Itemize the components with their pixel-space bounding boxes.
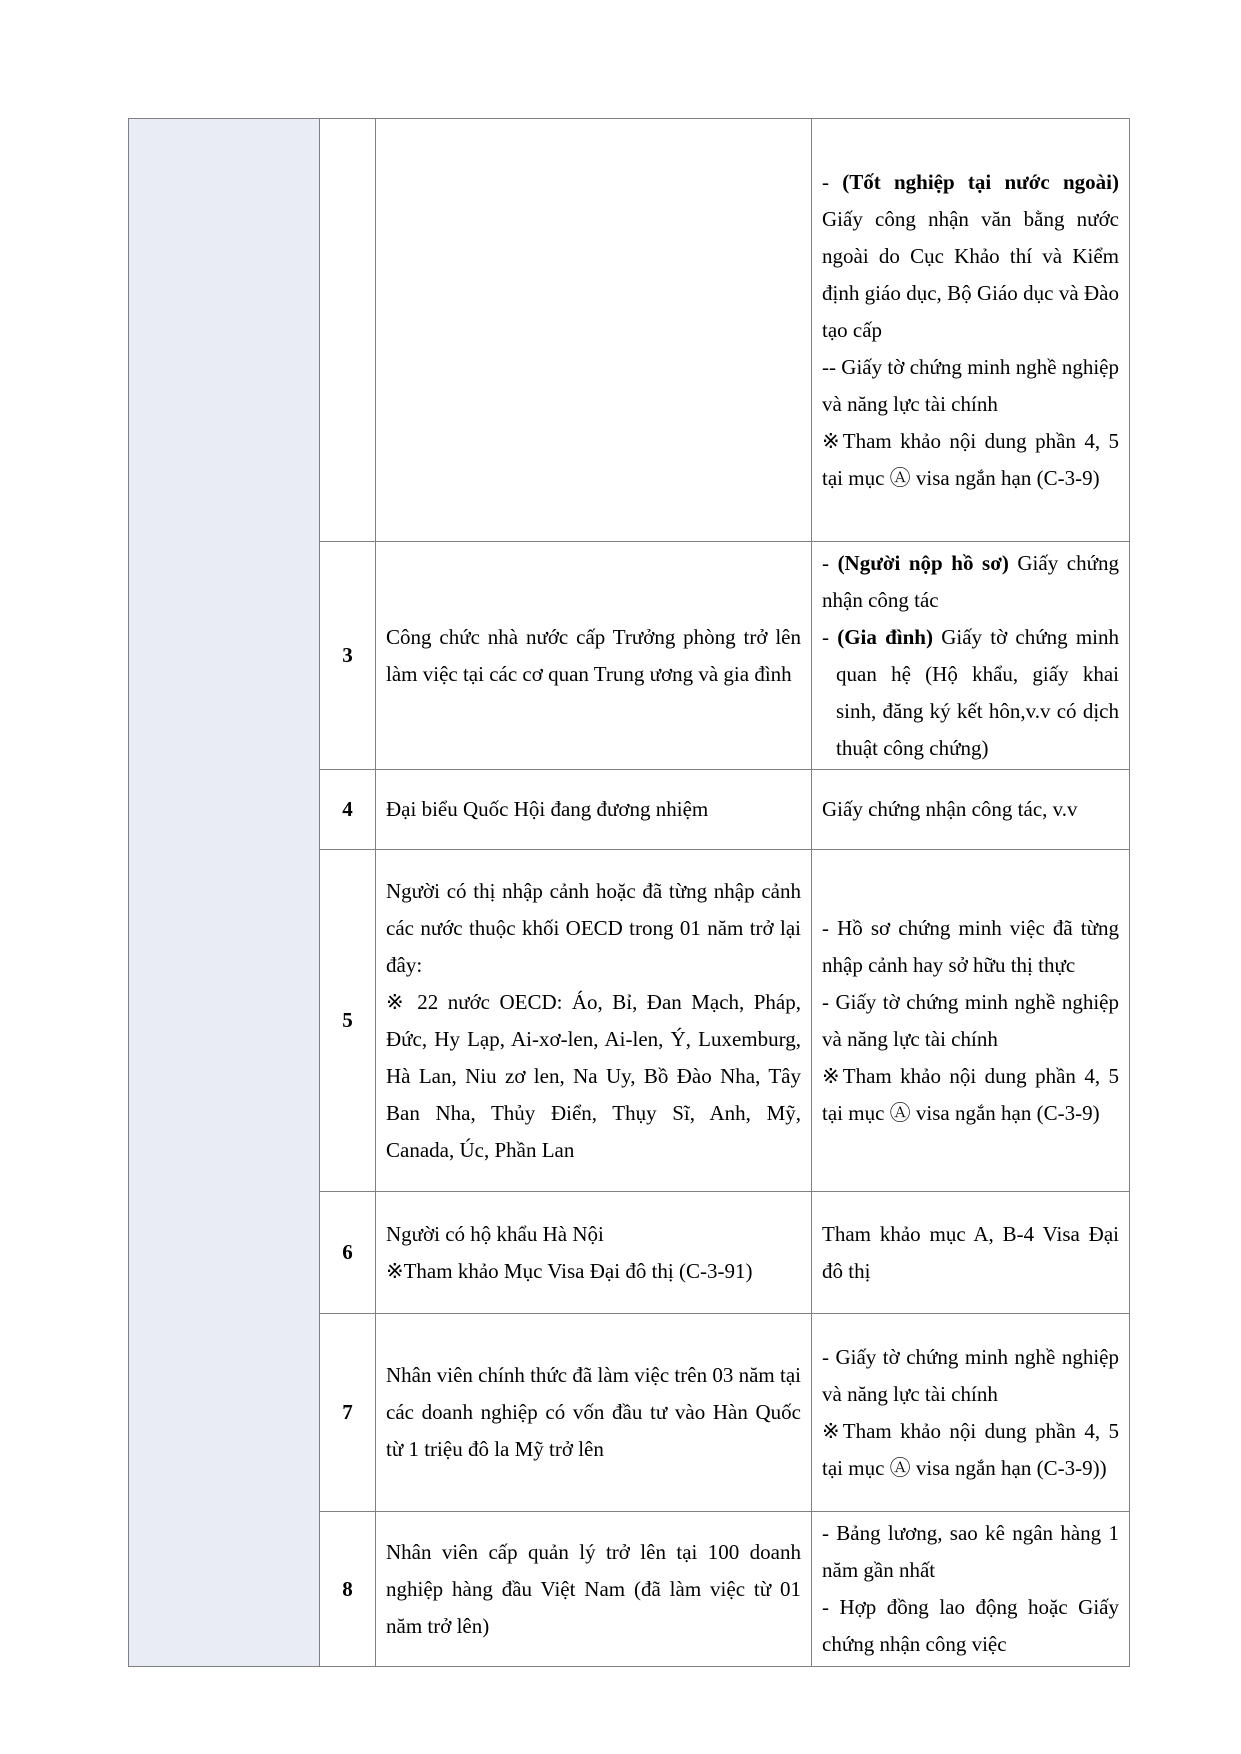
doc-paragraph: - Bảng lương, sao kê ngân hàng 1 năm gần nhất <box>822 1521 1119 1582</box>
description-cell <box>376 119 812 542</box>
description-cell <box>376 770 812 850</box>
documents-cell <box>812 1314 1130 1512</box>
documents-cell <box>812 1192 1130 1314</box>
doc-paragraph: - Hồ sơ chứng minh việc đã từng nhập cảnh hay sở hữu thị thực <box>822 915 1119 977</box>
row-number-cell: 8 <box>320 1512 376 1667</box>
row-number-cell: 4 <box>320 770 376 850</box>
description-cell <box>376 542 812 770</box>
description-paragraph: Người có hộ khẩu Hà Nội <box>386 1221 604 1246</box>
doc-paragraph: - Giấy tờ chứng minh nghề nghiệp và năng lực tài chính <box>822 989 1119 1051</box>
sidebar-category-cell <box>129 119 320 1667</box>
description-cell <box>376 850 812 1192</box>
row-number-cell: 5 <box>320 850 376 1192</box>
documents-cell <box>812 1512 1130 1667</box>
row-number-cell: 6 <box>320 1192 376 1314</box>
row-number-cell: 7 <box>320 1314 376 1512</box>
description-paragraph: ※ 22 nước OECD: Áo, Bỉ, Đan Mạch, Pháp, Đức, Hy Lạp, Ai-xơ-len, Ai-len, Ý, Luxemburg, Hà Lan, Niu zơ len, Na Uy, Bồ Đào Nha, Tây Ban Nha, Thủy Điển, Thụy Sĩ, Anh, Mỹ, Canada, Úc, Phần Lan <box>386 989 801 1162</box>
doc-paragraph: ※Tham khảo nội dung phần 4, 5 tại mục Ⓐ visa ngắn hạn (C-3-9)) <box>822 1418 1119 1480</box>
description-paragraph: Người có thị nhập cảnh hoặc đã từng nhập cảnh các nước thuộc khối OECD trong 01 năm trở lại đây: <box>386 878 801 977</box>
documents-cell <box>812 119 1130 542</box>
description-paragraph: Nhân viên chính thức đã làm việc trên 03 năm tại các doanh nghiệp có vốn đầu tư vào Hàn Quốc từ 1 triệu đô la Mỹ trở lên <box>386 1363 801 1461</box>
row-number-cell <box>320 119 376 542</box>
doc-paragraph: Tham khảo mục A, B-4 Visa Đại đô thị <box>822 1221 1119 1283</box>
doc-paragraph: ※Tham khảo nội dung phần 4, 5 tại mục Ⓐ visa ngắn hạn (C-3-9) <box>822 1063 1119 1125</box>
description-paragraph: Công chức nhà nước cấp Trưởng phòng trở lên làm việc tại các cơ quan Trung ương và gia đình <box>386 624 801 686</box>
description-cell <box>376 1512 812 1667</box>
doc-paragraph: -- Giấy tờ chứng minh nghề nghiệp và năng lực tài chính <box>822 354 1119 416</box>
visa-requirements-table <box>128 118 1130 1667</box>
documents-cell <box>812 770 1130 850</box>
table-row-continuation <box>129 119 1130 542</box>
description-cell <box>376 1192 812 1314</box>
row-number-cell: 3 <box>320 542 376 770</box>
documents-cell <box>812 542 1130 770</box>
description-paragraph: ※Tham khảo Mục Visa Đại đô thị (C-3-91) <box>386 1258 753 1283</box>
description-paragraph: Nhân viên cấp quản lý trở lên tại 100 doanh nghiệp hàng đầu Việt Nam (đã làm việc từ 01 năm trở lên) <box>386 1539 801 1638</box>
description-cell <box>376 1314 812 1512</box>
doc-paragraph: ※Tham khảo nội dung phần 4, 5 tại mục Ⓐ visa ngắn hạn (C-3-9) <box>822 428 1119 490</box>
doc-paragraph: - (Gia đình) Giấy tờ chứng minh quan hệ (Hộ khẩu, giấy khai sinh, đăng ký kết hôn,v.v có dịch thuật công chứng) <box>822 624 1119 760</box>
doc-paragraph: - Hợp đồng lao động hoặc Giấy chứng nhận công việc <box>822 1595 1119 1656</box>
documents-cell <box>812 850 1130 1192</box>
doc-paragraph: - (Tốt nghiệp tại nước ngoài) Giấy công nhận văn bằng nước ngoài do Cục Khảo thí và Kiểm định giáo dục, Bộ Giáo dục và Đào tạo cấp <box>822 169 1119 342</box>
description-paragraph: Đại biểu Quốc Hội đang đương nhiệm <box>386 797 709 821</box>
doc-paragraph: - Giấy tờ chứng minh nghề nghiệp và năng lực tài chính <box>822 1344 1119 1406</box>
doc-paragraph: - (Người nộp hồ sơ) Giấy chứng nhận công tác <box>822 550 1119 612</box>
doc-paragraph: Giấy chứng nhận công tác, v.v <box>822 797 1078 821</box>
